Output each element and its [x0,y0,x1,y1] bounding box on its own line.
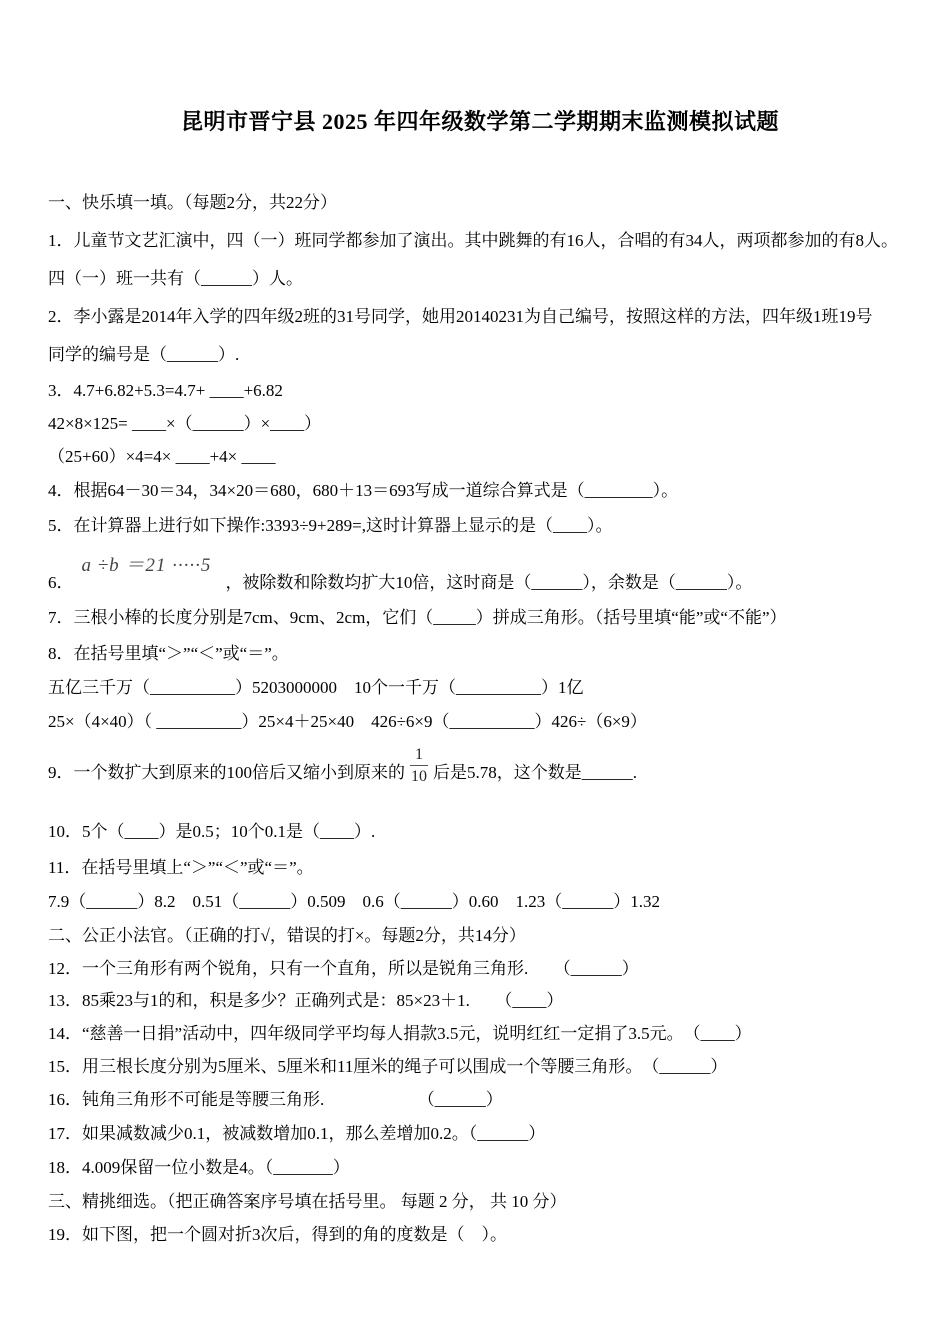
q15-line: 15．用三根长度分别为5厘米、5厘米和11厘米的绳子可以围成一个等腰三角形。 （______） [48,1057,728,1076]
q13-line: 13．85乘23与1的和，积是多少？正确列式是：85×23＋1. （____） [48,991,564,1010]
q1-line-1: 1．儿童节文艺汇演中，四（一）班同学都参加了演出。其中跳舞的有16人，合唱的有34人，两项都参加的有8人。 [48,231,898,250]
q11-heading: 11．在括号里填上“＞”“＜”或“＝”。 [48,858,314,877]
q8-line-3: 25×（4×40）（ __________）25×4＋25×40 426÷6×9（__________）426÷（6×9） [48,712,647,731]
q6-number: 6． [48,573,74,592]
q17-line: 17．如果减数减少0.1，被减数增加0.1，那么差增加0.2。（______） [48,1124,546,1143]
q16-line: 16．钝角三角形不可能是等腰三角形. （______） [48,1090,503,1109]
q5-line: 5．在计算器上进行如下操作:3393÷9+289=,这时计算器上显示的是（____）。 [48,516,613,535]
q2-line-2: 同学的编号是（______）. [48,345,240,364]
section-3-heading: 三、精挑细选。（把正确答案序号填在括号里。 每题 2 分， 共 10 分） [48,1192,567,1211]
section-1-heading: 一、快乐填一填。（每题2分，共22分） [48,193,337,212]
q19-line: 19．如下图，把一个圆对折3次后，得到的角的度数是（ ）。 [48,1225,507,1244]
q11-line-2: 7.9（______）8.2 0.51（______）0.509 0.6（______）0.60 1.23（______）1.32 [48,892,660,911]
q3-line-3: （25+60）×4=4× ____+4× ____ [48,447,276,466]
q14-line: 14．“慈善一日捐”活动中，四年级同学平均每人捐款3.5元，说明红红一定捐了3.5元。 （____） [48,1024,752,1043]
q6-formula: a ÷b ＝21 ·····5 [81,555,212,576]
q9-prefix: 9．一个数扩大到原来的100倍后又缩小到原来的 [48,762,405,782]
q3-line-2: 42×8×125= ____×（______）×____） [48,414,322,433]
q1-line-2: 四（一）班一共有（______）人。 [48,269,303,288]
q4-line: 4．根据64－30＝34，34×20＝680，680＋13＝693写成一道综合算式是（________）。 [48,481,679,500]
q9-suffix: 后是5.78，这个数是______. [433,762,637,782]
q12-line: 12．一个三角形有两个锐角，只有一个直角，所以是锐角三角形. （______） [48,959,639,978]
q10-line: 10．5个（____）是0.5；10个0.1是（____）. [48,822,376,841]
q8-line-2: 五亿三千万（__________）5203000000 10个一千万（__________）1亿 [48,678,584,697]
q9-fraction-denominator: 10 [411,767,427,785]
question-9 [48,739,912,801]
q9-fraction-numerator: 1 [410,745,428,766]
q2-line-1: 2．李小露是2014年入学的四年级2班的31号同学，她用20140231为自己编号，按照这样的方法，四年级1班19号 [48,307,873,326]
question-6 [48,543,912,599]
q6-text: ，被除数和除数均扩大10倍，这时商是（______），余数是（______）。 [225,573,753,592]
section-2-heading: 二、公正小法官。（正确的打√，错误的打×。每题2分，共14分） [48,926,526,945]
q18-line: 18．4.009保留一位小数是4。（_______） [48,1158,350,1177]
exam-title: 昆明市晋宁县 2025 年四年级数学第二学期期末监测模拟试题 [180,109,779,134]
q3-line-1: 3．4.7+6.82+5.3=4.7+ ____+6.82 [48,381,283,400]
q9-fraction [410,745,428,786]
q7-line: 7．三根小棒的长度分别是7cm、9cm、2cm，它们（_____）拼成三角形。（括号里填“能”或“不能”） [48,608,787,627]
q8-heading: 8．在括号里填“＞”“＜”或“＝”。 [48,644,289,663]
